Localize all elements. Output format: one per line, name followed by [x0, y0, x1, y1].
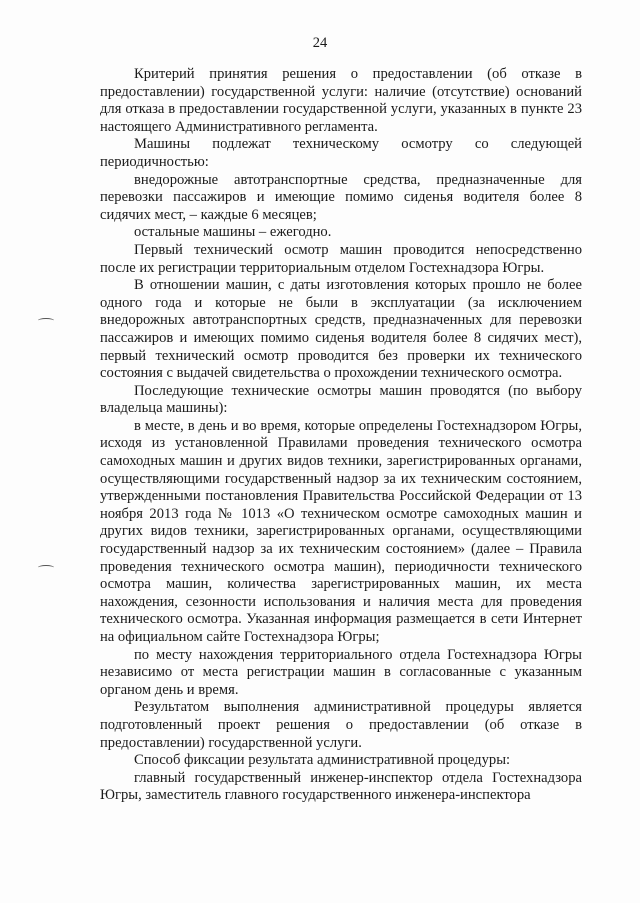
document-body: [100, 66, 582, 805]
paragraph-offroad-vehicles: внедорожные автотранспортные средства, предназначенные для перевозки пассажиров и имеющие помимо сиденья водителя более 8 сидячих мест, – каждые 6 месяцев;: [100, 171, 582, 223]
paragraph-chief-inspector: главный государственный инженер-инспектор отдела Гостехнадзора Югры, заместитель главного государственного инженера-инспектора: [100, 769, 582, 804]
paragraph-territorial-office: по месту нахождения территориального отдела Гостехнадзора Югры независимо от места регистрации машин в согласованные с указанным органом день и время.: [100, 646, 582, 698]
margin-pen-mark: [38, 565, 54, 570]
paragraph-procedure-result: Результатом выполнения административной процедуры является подготовленный проект решения о предоставлении (об отказе в предоставлении) государственной услуги.: [100, 699, 582, 751]
paragraph-other-machines: остальные машины – ежегодно.: [134, 224, 332, 241]
paragraph-first-inspection: Первый технический осмотр машин проводится непосредственно после их регистрации территориальным отделом Гостехнадзора Югры.: [100, 241, 582, 276]
paragraph-result-fixation: Способ фиксации результата административной процедуры:: [134, 752, 511, 769]
paragraph-decision-criterion: Критерий принятия решения о предоставлении (об отказе в предоставлении) государственной услуги: наличие (отсутствие) оснований для отказа в предоставлении государственной услуги, указанных в пункте 23 настоящего Административного регламента.: [100, 66, 582, 135]
paragraph-inspection-periodicity: Машины подлежат техническому осмотру со следующей периодичностью:: [100, 136, 582, 170]
margin-pen-mark: [38, 318, 54, 323]
page-number: 24: [312, 35, 328, 51]
paragraph-place-day-time: в месте, в день и во время, которые определены Гостехнадзором Югры, исходя из установленной Правилами проведения технического осмотра самоходных машин и других видов техники, зарегистрированных органами, осуществляющими государственный надзор за их техническим состоянием, утвержденными постановления Правительства Российской Федерации от 13 ноября 2013 года № 1013 «О техническом осмотре самоходных машин и других видов техники, зарегистрированных органами, осуществляющими государственный надзор за их техническим состоянием» (далее – Правила проведения технического осмотра машин), периодичности технического осмотра машин, количества зарегистрированных машин, их места нахождения, сезонности использования и наличия места для проведения технического осмотра. Указанная информация размещается в сети Интернет на официальном сайте Гостехнадзора Югры;: [100, 417, 582, 645]
paragraph-subsequent-inspections: Последующие технические осмотры машин проводятся (по выбору владельца машины):: [100, 382, 582, 417]
paragraph-new-machines: В отношении машин, с даты изготовления которых прошло не более одного года и которые не были в эксплуатации (за исключением внедорожных автотранспортных средств, предназначенных для перевозки пассажиров и имеющих помимо сиденья водителя более 8 сидячих мест), первый технический осмотр проводится без проверки их технического состояния с выдачей свидетельства о прохождении технического осмотра.: [100, 277, 582, 382]
